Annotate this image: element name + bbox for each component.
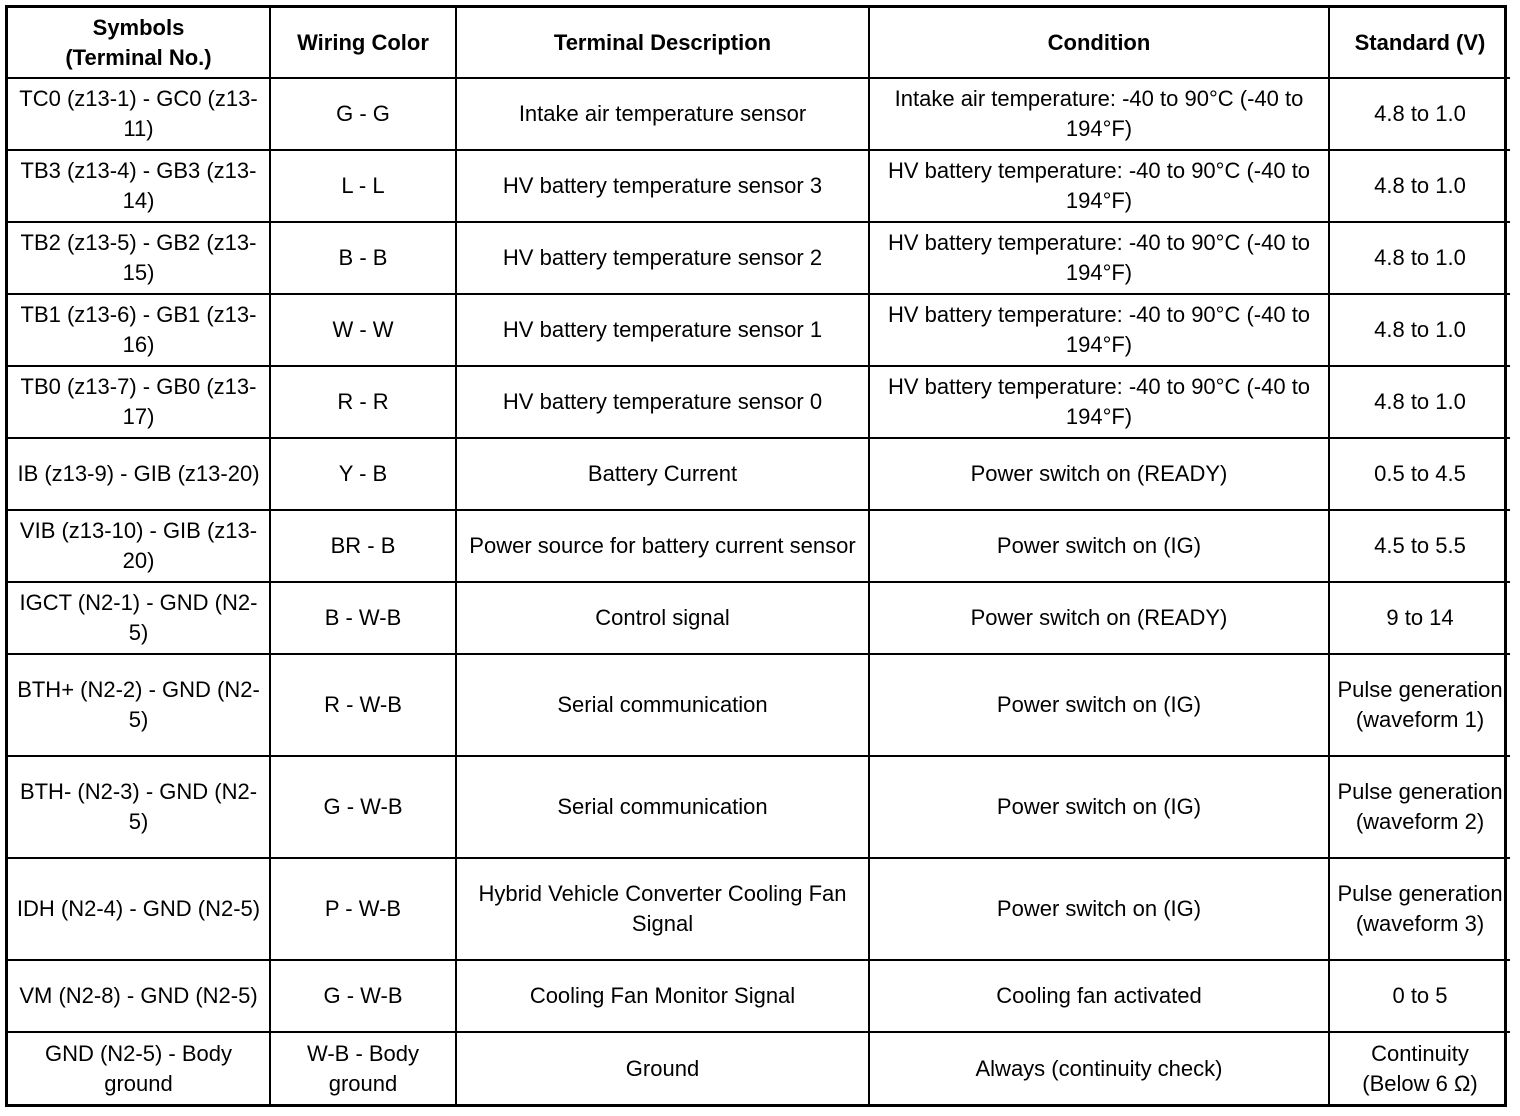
header-terminal-description-label: Terminal Description [553,29,772,55]
header-symbols [8,8,270,78]
cell-condition: HV battery temperature: -40 to 90°C (-40 to 194°F) [869,294,1329,366]
cell-description: Ground [456,1032,869,1104]
cell-description: HV battery temperature sensor 1 [456,294,869,366]
cell-symbol: IGCT (N2-1) - GND (N2-5) [8,582,270,654]
cell-symbol: BTH+ (N2-2) - GND (N2-5) [8,654,270,756]
table-row [8,222,1510,294]
cell-condition: Cooling fan activated [869,960,1329,1032]
header-terminal-description [456,8,869,78]
cell-condition: Power switch on (READY) [869,582,1329,654]
cell-standard: 4.8 to 1.0 [1329,366,1510,438]
cell-standard: 4.8 to 1.0 [1329,294,1510,366]
cell-standard: 4.8 to 1.0 [1329,222,1510,294]
cell-description: HV battery temperature sensor 3 [456,150,869,222]
cell-description: Serial communication [456,654,869,756]
cell-condition: Power switch on (READY) [869,438,1329,510]
cell-standard: Pulse generation (waveform 2) [1329,756,1510,858]
cell-wiring-color: G - G [270,78,456,150]
cell-symbol: TB3 (z13-4) - GB3 (z13-14) [8,150,270,222]
cell-description: Cooling Fan Monitor Signal [456,960,869,1032]
cell-condition: Always (continuity check) [869,1032,1329,1104]
cell-symbol: TB1 (z13-6) - GB1 (z13-16) [8,294,270,366]
cell-symbol: VIB (z13-10) - GIB (z13-20) [8,510,270,582]
cell-condition: Intake air temperature: -40 to 90°C (-40 to 194°F) [869,78,1329,150]
cell-symbol: GND (N2-5) - Body ground [8,1032,270,1104]
cell-wiring-color: R - W-B [270,654,456,756]
header-condition-label: Condition [1047,29,1151,55]
cell-symbol: VM (N2-8) - GND (N2-5) [8,960,270,1032]
header-standard [1329,8,1510,78]
cell-wiring-color: G - W-B [270,960,456,1032]
cell-standard: 4.8 to 1.0 [1329,150,1510,222]
cell-standard: 0.5 to 4.5 [1329,438,1510,510]
cell-symbol: TC0 (z13-1) - GC0 (z13-11) [8,78,270,150]
cell-condition: HV battery temperature: -40 to 90°C (-40 to 194°F) [869,150,1329,222]
cell-standard: 9 to 14 [1329,582,1510,654]
table-header-row [8,8,1510,78]
cell-symbol: BTH- (N2-3) - GND (N2-5) [8,756,270,858]
cell-description: Power source for battery current sensor [456,510,869,582]
cell-condition: HV battery temperature: -40 to 90°C (-40 to 194°F) [869,366,1329,438]
cell-condition: HV battery temperature: -40 to 90°C (-40 to 194°F) [869,222,1329,294]
header-symbols-label: Symbols (Terminal No.) [65,14,212,70]
cell-wiring-color: W-B - Body ground [270,1032,456,1104]
cell-standard: Pulse generation (waveform 1) [1329,654,1510,756]
cell-description: HV battery temperature sensor 0 [456,366,869,438]
table-row [8,756,1510,858]
cell-description: Battery Current [456,438,869,510]
cell-symbol: IB (z13-9) - GIB (z13-20) [8,438,270,510]
cell-wiring-color: L - L [270,150,456,222]
cell-wiring-color: Y - B [270,438,456,510]
terminal-spec-table [8,8,1510,1104]
header-condition [869,8,1329,78]
table-row [8,858,1510,960]
table-row [8,150,1510,222]
table-row [8,366,1510,438]
table-row [8,1032,1510,1104]
table-row [8,654,1510,756]
table-row [8,438,1510,510]
cell-description: HV battery temperature sensor 2 [456,222,869,294]
cell-symbol: TB2 (z13-5) - GB2 (z13-15) [8,222,270,294]
cell-standard: 4.5 to 5.5 [1329,510,1510,582]
cell-condition: Power switch on (IG) [869,654,1329,756]
cell-symbol: TB0 (z13-7) - GB0 (z13-17) [8,366,270,438]
cell-condition: Power switch on (IG) [869,756,1329,858]
cell-standard: 0 to 5 [1329,960,1510,1032]
cell-description: Control signal [456,582,869,654]
cell-standard: 4.8 to 1.0 [1329,78,1510,150]
cell-wiring-color: W - W [270,294,456,366]
header-standard-label: Standard (V) [1354,29,1486,55]
table-row [8,294,1510,366]
cell-wiring-color: G - W-B [270,756,456,858]
cell-symbol: IDH (N2-4) - GND (N2-5) [8,858,270,960]
cell-standard: Continuity (Below 6 Ω) [1329,1032,1510,1104]
cell-wiring-color: R - R [270,366,456,438]
table-row [8,510,1510,582]
table-frame [5,5,1507,1107]
table-row [8,78,1510,150]
header-wiring-color [270,8,456,78]
cell-description: Serial communication [456,756,869,858]
header-wiring-color-label: Wiring Color [297,29,429,55]
table-row [8,960,1510,1032]
cell-description: Intake air temperature sensor [456,78,869,150]
cell-condition: Power switch on (IG) [869,858,1329,960]
cell-condition: Power switch on (IG) [869,510,1329,582]
cell-description: Hybrid Vehicle Converter Cooling Fan Signal [456,858,869,960]
cell-wiring-color: B - B [270,222,456,294]
table-row [8,582,1510,654]
cell-wiring-color: BR - B [270,510,456,582]
cell-wiring-color: P - W-B [270,858,456,960]
cell-wiring-color: B - W-B [270,582,456,654]
cell-standard: Pulse generation (waveform 3) [1329,858,1510,960]
